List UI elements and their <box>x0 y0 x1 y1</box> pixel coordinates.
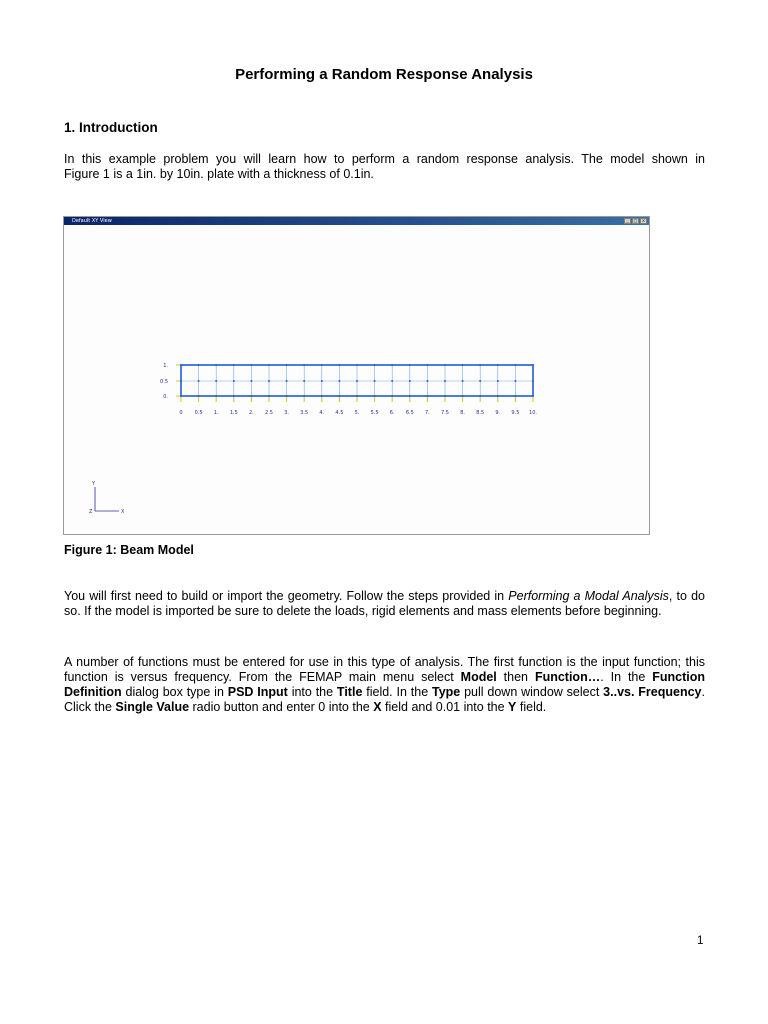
x-tick-label: 8. <box>460 410 465 416</box>
figure-titlebar <box>64 217 649 225</box>
mesh-node <box>268 364 270 366</box>
mesh-node <box>497 395 499 397</box>
field-term: Type <box>432 685 461 699</box>
mesh-node <box>356 395 358 397</box>
mesh-node <box>268 380 270 382</box>
x-tick-label: 10. <box>529 410 537 416</box>
mesh-node <box>180 364 182 366</box>
mesh-node <box>303 395 305 397</box>
mesh-node <box>338 395 340 397</box>
triad-y-label: Y <box>92 481 96 487</box>
text-run: radio button and enter 0 into the <box>189 700 374 714</box>
text-run: field. In the <box>362 685 432 699</box>
mesh-node <box>233 364 235 366</box>
close-button[interactable]: × <box>641 218 646 223</box>
mesh-node <box>444 380 446 382</box>
option-term: 3..vs. Frequency <box>603 685 702 699</box>
mesh-node <box>409 364 411 366</box>
mesh-node <box>303 380 305 382</box>
figure-window <box>63 216 650 535</box>
mesh-node <box>374 364 376 366</box>
mesh-node <box>391 364 393 366</box>
y-tick-label: 0. <box>163 394 168 400</box>
text-run: . In the <box>600 670 653 684</box>
mesh-node <box>321 364 323 366</box>
triad-z-label: Z <box>89 509 93 515</box>
x-tick-label: 6.5 <box>405 410 414 416</box>
mesh-node <box>233 380 235 382</box>
option-term: Single Value <box>115 700 190 714</box>
mesh-node <box>426 395 428 397</box>
dialog-term: Function Definition <box>64 670 705 699</box>
x-tick-label: 8.5 <box>476 410 485 416</box>
figure-window-title: Default XY View <box>72 218 112 224</box>
mesh-node <box>497 364 499 366</box>
text-run: A number of functions must be entered for use in this type of analysis. The first function is the input function; this function is versus frequency. From the FEMAP main menu select <box>64 655 705 684</box>
mesh-node <box>391 395 393 397</box>
value-term: PSD Input <box>227 685 288 699</box>
mesh-node <box>286 380 288 382</box>
x-tick-label: 6. <box>389 410 395 416</box>
mesh-node <box>532 364 534 366</box>
window-buttons <box>624 218 647 224</box>
mesh-node <box>356 380 358 382</box>
text-run: then <box>496 670 535 684</box>
mesh-node <box>462 395 464 397</box>
beam-model-viewport <box>64 225 649 534</box>
mesh-node <box>514 395 516 397</box>
mesh-node <box>198 364 200 366</box>
reference-italic: Performing a Modal Analysis <box>508 589 669 603</box>
document-title: Performing a Random Response Analysis <box>235 66 533 83</box>
menu-term: Model <box>460 670 497 684</box>
mesh-node <box>497 380 499 382</box>
x-tick-label: 1. <box>213 410 219 416</box>
mesh-node <box>356 364 358 366</box>
mesh-node <box>286 364 288 366</box>
intro-paragraph <box>64 152 705 182</box>
text-run: , to do so. If the model is imported be sure to delete the loads, rigid elements and mass elements before beginning. <box>64 589 706 618</box>
text-run: You will first need to build or import the geometry. Follow the steps provided in <box>64 589 509 603</box>
mesh-node <box>338 364 340 366</box>
mesh-node <box>215 364 217 366</box>
x-tick-label: 4. <box>319 410 325 416</box>
maximize-button[interactable]: □ <box>633 218 638 223</box>
page-number: 1 <box>697 935 704 947</box>
text-run: pull down window select <box>460 685 604 699</box>
x-tick-label: 3. <box>284 410 289 416</box>
y-tick-label: 1. <box>163 363 168 369</box>
minimize-button[interactable]: _ <box>624 218 631 224</box>
mesh-node <box>215 395 217 397</box>
mesh-node <box>479 380 481 382</box>
x-tick-label: 7. <box>425 410 430 416</box>
mesh-node <box>321 380 323 382</box>
mesh-node <box>374 380 376 382</box>
mesh-node <box>479 364 481 366</box>
triad-x-label: X <box>121 509 125 515</box>
mesh-node <box>479 395 481 397</box>
field-term: Title <box>336 685 363 699</box>
mesh-node <box>391 380 393 382</box>
text-run: field. <box>516 700 547 714</box>
mesh-node <box>338 380 340 382</box>
x-tick-label: 0 <box>179 410 183 416</box>
mesh-node <box>250 395 252 397</box>
text-run: . Click the <box>64 685 705 714</box>
mesh-node <box>462 380 464 382</box>
field-term: Y <box>508 700 517 714</box>
intro-line: In this example problem you will learn how to perform a random response analysis. The model shown in <box>64 152 705 166</box>
x-tick-label: 2.5 <box>265 410 273 416</box>
mesh-node <box>250 380 252 382</box>
mesh-node <box>303 364 305 366</box>
intro-line: Figure 1 is a 1in. by 10in. plate with a thickness of 0.1in. <box>64 167 374 181</box>
x-tick-label: 9. <box>495 410 501 416</box>
text-run: into the <box>287 685 337 699</box>
x-tick-label: 0.5 <box>194 410 203 416</box>
y-tick-label: 0.5 <box>160 379 168 385</box>
paragraph-geometry <box>64 589 705 619</box>
text-run: field and 0.01 into the <box>381 700 509 714</box>
mesh-node <box>444 395 446 397</box>
x-tick-label: 2. <box>249 410 254 416</box>
mesh-node <box>409 380 411 382</box>
mesh-node <box>409 395 411 397</box>
x-tick-label: 5.5 <box>370 410 379 416</box>
text-run: dialog box type in <box>121 685 228 699</box>
mesh-node <box>532 395 534 397</box>
mesh-node <box>215 380 217 382</box>
mesh-node <box>198 380 200 382</box>
mesh-node <box>286 395 288 397</box>
x-tick-label: 7.5 <box>441 410 449 416</box>
mesh-node <box>374 395 376 397</box>
mesh-node <box>426 380 428 382</box>
mesh-node <box>198 395 200 397</box>
mesh-node <box>250 364 252 366</box>
x-tick-label: 9.5 <box>511 410 520 416</box>
mesh-node <box>532 380 534 382</box>
menu-term: Function… <box>534 670 601 684</box>
mesh-node <box>268 395 270 397</box>
figure-caption: Figure 1: Beam Model <box>64 543 194 557</box>
mesh-node <box>233 395 235 397</box>
section-heading: 1. Introduction <box>64 120 158 135</box>
x-tick-label: 3.5 <box>300 410 309 416</box>
field-term: X <box>373 700 382 714</box>
x-tick-label: 5. <box>354 410 360 416</box>
mesh-node <box>426 364 428 366</box>
mesh-node <box>514 380 516 382</box>
x-tick-label: 1.5 <box>229 410 238 416</box>
mesh-node <box>321 395 323 397</box>
mesh-node <box>462 364 464 366</box>
x-tick-label: 4.5 <box>335 410 344 416</box>
mesh-node <box>180 380 182 382</box>
paragraph-functions <box>64 655 705 715</box>
mesh-node <box>180 395 182 397</box>
mesh-node <box>444 364 446 366</box>
mesh-node <box>514 364 516 366</box>
